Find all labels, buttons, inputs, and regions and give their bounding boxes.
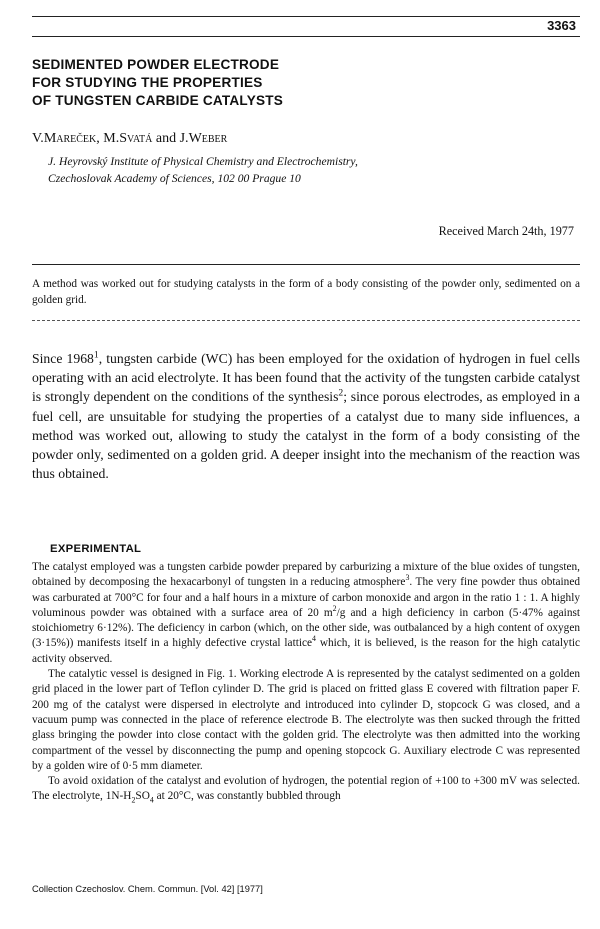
paragraph-text: . The very fine powder thus obtained was carburated at 700°C for four and a half hours in a mixture of carbon monoxide and argon in the ratio 1 : 1. A highly voluminous powder was obtained with a surface area of 20 m	[32, 576, 580, 619]
paragraph-text: at 20°C, was constantly bubbled through	[153, 790, 341, 803]
received-date: Received March 24th, 1977	[438, 224, 574, 238]
citation-ref: 4	[312, 634, 316, 644]
author-surname: Weber	[188, 131, 228, 146]
intro-text: , tungsten carbide (WC) has been employed for the oxidation of hydrogen in fuel cells operating with an acid electrolyte. It has been found that the activity of the tungsten carbide catalyst is strongly dependent on the conditions of the synthesis	[32, 351, 580, 405]
author-separator: ,	[96, 131, 104, 146]
article-title	[32, 56, 452, 110]
header-rule-bottom	[32, 36, 580, 37]
paragraph	[32, 560, 580, 667]
abstract: A method was worked out for studying catalysts in the form of a body consisting of the powder only, sedimented on a golden grid.	[32, 278, 580, 306]
author-separator: and	[152, 131, 180, 146]
subscript: 4	[149, 795, 154, 805]
section-heading-experimental: EXPERIMENTAL	[50, 543, 142, 555]
title-line: FOR STUDYING THE PROPERTIES	[32, 75, 263, 90]
header-rule	[32, 16, 580, 17]
paragraph-text: SO	[135, 790, 150, 803]
normality-symbol: N	[111, 790, 120, 803]
affiliation-line: J. Heyrovský Institute of Physical Chemistry and Electrochemistry,	[48, 155, 358, 168]
paragraph: The catalytic vessel is designed in Fig. 1. Working electrode A is represented by the catalyst sedimented on a golden grid placed in the lower part of Teflon cylinder D. The grid is placed on fritted glass E covered with filtration paper F. 200 mg of the catalyst were dispersed in electrolyte and introduced into cylinder D, stopcock G was closed, and a vacuum pump was connected in the place of reference electrode B. The electrolyte was then sucked through the fritted glass bringing the powder into close contact with the golden grid. The electrolyte was then admitted into the working compartment of the vessel by disconnecting the pump and opening stopcock G. Auxiliary electrode C was represented by a golden wire of 0·5 mm diameter.	[32, 668, 580, 772]
author-surname: Svatá	[119, 131, 153, 146]
page-number: 3363	[547, 18, 576, 33]
author-list	[32, 131, 227, 147]
intro-text: ; since porous electrodes, as employed in a fuel cell, are unsuitable for studying the properties of a catalyst due to many side influences, a method was worked out, allowing to study the catalyst in the form of a body consisting of the powder only, sedimented on a golden grid. A deeper insight into the mechanism of the reaction was thus obtained.	[32, 389, 580, 482]
citation-ref: 2	[338, 387, 344, 399]
title-line: OF TUNGSTEN CARBIDE CATALYSTS	[32, 93, 283, 108]
subscript: 2	[131, 795, 136, 805]
author-initial: J.	[179, 131, 189, 146]
experimental-body	[32, 560, 580, 805]
abstract-rule-bottom	[32, 320, 580, 321]
author-initial: V.	[32, 131, 44, 146]
paragraph-text: The catalyst employed was a tungsten carbide powder prepared by carburizing a mixture of the blue oxides of tungsten, obtained by decomposing the hexacarbonyl of tungsten in a reducing atmosphere	[32, 561, 580, 589]
author-surname: Mareček	[43, 131, 97, 146]
paragraph-text: -H	[119, 790, 132, 803]
citation-ref: 1	[93, 349, 99, 361]
journal-footer: Collection Czechoslov. Chem. Commun. [Vol. 42] [1977]	[32, 884, 263, 894]
paragraph-text: which, it is believed, is the reason for the high catalytic activity observed.	[32, 637, 580, 665]
paragraph-text: To avoid oxidation of the catalyst and evolution of hydrogen, the potential region of +100 to +300 mV was selected. The electrolyte, 1	[32, 775, 580, 803]
title-line: SEDIMENTED POWDER ELECTRODE	[32, 57, 280, 72]
citation-ref: 3	[405, 573, 410, 583]
affiliation	[48, 153, 358, 187]
superscript: 2	[332, 604, 337, 614]
paragraph-text: /g and a high deficiency in carbon (5·47% against stoichiometry 6·12%). The deficiency in carbon (which, on the other side, was outbalanced by a high content of oxygen (3·15%)) manifests itself in a highly defective crystal lattice	[32, 606, 581, 650]
abstract-rule-top	[32, 264, 580, 265]
affiliation-line: Czechoslovak Academy of Sciences, 102 00 Prague 10	[48, 172, 301, 185]
author-initial: M.	[103, 131, 120, 146]
paragraph	[32, 774, 580, 805]
introduction-paragraph	[32, 349, 580, 483]
intro-text: Since 1968	[32, 351, 94, 366]
